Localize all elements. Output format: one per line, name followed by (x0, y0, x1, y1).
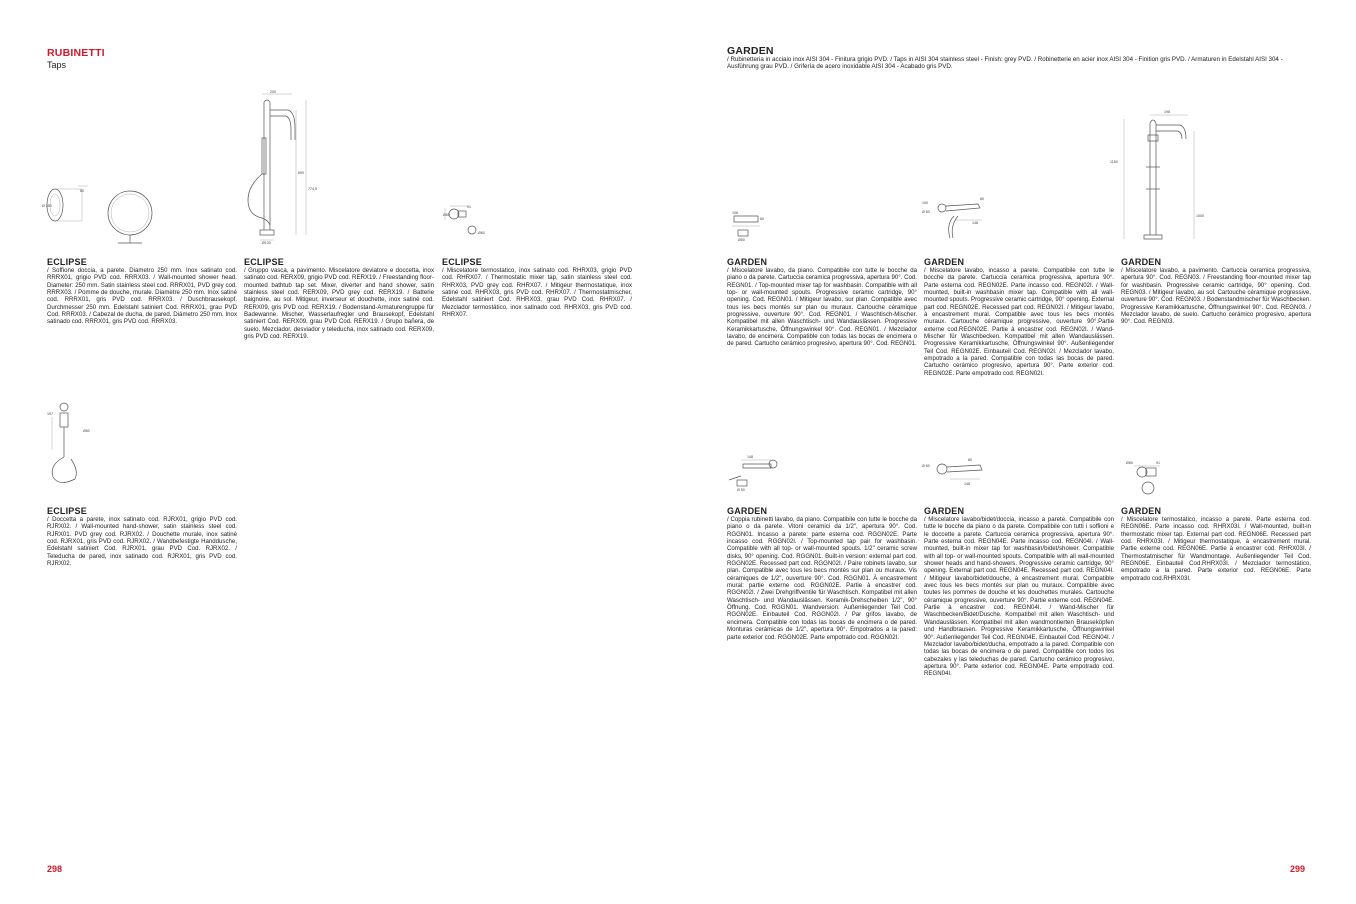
svg-text:100: 100 (922, 201, 928, 205)
product-description: / Miscelatore lavabo, a pavimento. Cartuccia ceramica progressiva, apertura 90°. Cod. REGN03. / Freestanding floor-mounted mixer tap for washbasin. Progressive ceramic cartridge, 90° opening. Cod. REGN03. / Mitigeur lavabo, au sol. Cartouche céramique progressive, ouverture 90°. Cod. REGN03. / Bodenstandmischer für Waschbecken. Progressive Keramikkartusche, Öffnungswinkel 90°. Cod. REGN03. / Mezclador lavabo, de suelo. Cartucho cerámico progresivo, apertura 90°. Cod. REGN03. (1121, 267, 1311, 326)
section-title: RUBINETTI (47, 47, 105, 59)
product-eclipse-thermostatic (442, 257, 632, 318)
product-description: / Coppia rubinetti lavabo, da piano. Compatibile con tutte le bocche da piano o da parete. Vitoni ceramici da 1/2", apertura 90°. Cod. RGGN01. Incasso a parete: parte esterna cod. RGGN02E. Parte incasso cod. RGGN02I. / Top-mounted tap pair for washbasin. Compatible with all top- or wall-mounted spouts. 1/2" ceramic screw disks, 90° opening. Cod. RGGN01. Built-in version: external part cod. RGGN02E. Recessed part cod. RGGN02I. / Paire robinets lavabo, sur plan. Compatible avec tous les becs montés sur plan ou muraux. Vis céramiques de 1/2", ouverture 90°. Cod. RGGN01. À encastrement mural: partie externe cod. RGGN02E. Partie à encastrer cod. RGGN02I. / Zwei Drehgriffventile für Waschtisch. Kompatibel mit allen Waschtisch- und Wandauslässen. Keramik-Drehscheiben 1/2", 90° Öffnung. Cod. RGGN01. Wandversion: Außenliegender Teil Cod. RGGN02E. Einbauteil Cod. RGGN02I. / Par grifos lavabo, de encimera. Compatible con todas las bocas de encimera o de pared. Monturas cerámicas de 1/2", apertura 90°. Empotrados a la pared: parte exterior cod. RGGN02E. Parte empotrado cod. RGGN02I. (727, 516, 917, 641)
svg-text:60: 60 (760, 217, 764, 221)
svg-text:106: 106 (732, 211, 738, 215)
svg-text:Ø60: Ø60 (478, 231, 485, 235)
page-number-left: 298 (47, 864, 63, 874)
svg-text:Ø 250: Ø 250 (42, 204, 52, 208)
product-name: GARDEN (924, 506, 965, 516)
collection-intro: / Rubinetteria in acciaio inox AISI 304 - Finitura grigio PVD. / Taps in AISI 304 stainless steel - Finish: grey PVD. / Robinetterie en acier inox AISI 304 - Finition gris PVD. / Armaturen in Edelstahl AISI 304 - Ausführung grau PVD. / Grifería de acero inoxidable AISI 304 - Acabado gris PVD. (727, 56, 1283, 71)
product-name: ECLIPSE (244, 257, 284, 267)
garden-thermostatic-drawing (1120, 450, 1180, 495)
svg-text:200: 200 (270, 90, 276, 94)
product-name: GARDEN (727, 506, 768, 516)
product-garden-thermostatic (1121, 506, 1311, 582)
hand-shower-drawing (45, 395, 115, 490)
svg-text:80: 80 (80, 189, 84, 193)
svg-text:80: 80 (980, 197, 984, 201)
thermostatic-mixer-drawing (440, 200, 500, 240)
product-name: ECLIPSE (47, 257, 87, 267)
svg-text:Ø130: Ø130 (262, 241, 271, 245)
svg-text:Ø65: Ø65 (1126, 461, 1133, 465)
svg-text:148: 148 (747, 455, 753, 459)
svg-text:91: 91 (467, 205, 471, 209)
product-eclipse-hand-shower (47, 506, 237, 567)
product-description: / Miscelatore lavabo, da piano. Compatibile con tutte le bocche da piano o da parete. Cartuccia ceramica progressiva, apertura 90°. Cod. REGN01. / Top-mounted mixer tap for washbasin. Compatible with all top- or wall-mounted spouts. Progressive ceramic cartridge, 90° opening. Cod. REGN01. / Mitigeur lavabo, sur plan. Compatible avec tous les becs montés sur plan ou muraux. Cartouche céramique progressive, ouverture 90°. Cod. REGN01. / Waschtisch-Mischer. Kompatibel mit allen Waschtisch- und Wandauslässen. Progressive Keramikkartusche, Öffnungswinkel 90°. Cod. REGN01. / Mezclador lavabo, de encimera. Compatible con todas las bocas de encimera o de pared. Cartucho cerámico progresivo, apertura 90°. Cod. REGN01. (727, 267, 917, 348)
svg-text:Ø50: Ø50 (738, 238, 745, 242)
product-name: ECLIPSE (442, 257, 482, 267)
svg-text:1150: 1150 (1110, 160, 1118, 164)
svg-text:690: 690 (298, 171, 304, 175)
svg-text:91: 91 (1156, 461, 1160, 465)
product-description: / Doccetta a parete, inox satinato cod. RJRX01, grigio PVD cod. RJRX02. / Wall-mounted hand-shower, satin stainless steel cod. RJRX01. PVD grey cod. RJRX02. / Douchette murale, inox satiné cod. RJRX01, gris PVD cod. RJRX02. / Wandbefestigte Handdusche, Edelstahl satiniert Cod. RJRX01, grau PVD Cod. RJRX02. / Teleducha de pared, inox satinado cod. RJRX01, gris PVD cod. RJRX02. (47, 516, 237, 568)
svg-text:Ø 50: Ø 50 (737, 488, 745, 492)
svg-text:1000: 1000 (1196, 214, 1204, 218)
product-description: / Miscelatore termostatico, incasso a parete. Parte esterna cod. REGN06E. Parte incasso cod. RHRX03I. / Wall-mounted, built-in thermostatic mixer tap. External part cod. REGN06E. Recessed part cod. RHRX03I. / Mitigeur thermostatique, à encastrement mural. Partie externe cod. REGN06E. Partie à encastrer cod. RHRX03I. / Thermostatmischer für Wandmontage. Außenliegender Teil Cod. REGN06E. Einbauteil Cod.RHRX03I. / Mezclador termostático, empotrado a la pared. Parte exterior cod. REGN06E. Parte empotrado cod.RHRX03I. (1121, 516, 1311, 582)
product-description: / Miscelatore lavabo, incasso a parete. Compatibile con tutte le bocche da parete. Cartuccia ceramica progressiva, apertura 90°. Parte esterna cod. REGN02E. Parte incasso cod. REGN02I. / Wall-mounted, built-in washbasin mixer tap. Compatible with all wall-mounted spouts. Progressive ceramic cartridge, 90° opening. External part cod. REGN02E. Recessed part cod. REGN02I. / Mitigeur lavabo, à encastrement mural. Compatible avec tous les becs montés muraux. Cartouche céramique progressive, ouverture 90°.Partie externe cod.REGN02E. Partie à encastrer cod. REGN02I. / Wand-Mischer für Waschbecken. Kompatibel mit allen Wandauslässen. Progressive Keramikkartusche, Öffnungswinkel 90°. Außenliegender Teil Cod. REGN02E. Einbauteil Cod. REGN02I. / Mezclador lavabo, empotrado a la pared. Compatible con todas las bocas de pared. Cartucho cerámico progresivo, apertura 90°. Parte exterior cod. REGN02E. Parte empotrado cod. REGN02I. (924, 267, 1114, 377)
product-description: / Miscelatore lavabo/bidet/doccia, incasso a parete. Compatibile con tutte le bocche da piano o da parete. Compatibile con tutti i soffioni e le doccette a parete. Cartuccia ceramica progressiva, apertura 90°. Parte esterna cod. REGN04E. Parte incasso cod. REGN04I. / Wall-mounted, built-in mixer tap for washbasin/bidet/shower. Compatible with all top- or wall-mounted spouts. Compatible with all wall-mounted shower heads and hand-showers. Progressive ceramic cartridge, 90° opening. External part cod. REGN04E. Recessed part cod. REGN04I. / Mitigeur lavabo/bidet/douche, à encastrement mural. Compatible avec tous les becs montés sur plan ou muraux. Compatible avec toutes les pommes de douche et les douchettes murales. Cartouche céramique progressive, ouverture 90°. Partie externe cod. REGN04E. Partie à encastrer cod. REGN04I. / Wand-Mischer für Waschbecken/Bidet/Dusche. Kompatibel mit allen Waschtisch- und Wandauslässen. Kompatibel mit allen wandmontierten Brauseköpfen und Handbrausen. Progressive Keramikkartusche, Öffnungswinkel 90°. Außenliegender Teil Cod. REGN04E. Einbauteil Cod. REGN04I. / Mezclador lavabo/bidet/ducha, empotrado a la pared. Compatible con todas las bocas de encimera o de pared. Compatible con todos los cabezales y las teleduchas de pared. Cartucho cerámico progresivo, apertura 90°. Parte exterior cod. REGN04E. Parte empotrado cod. REGN04I. (924, 516, 1114, 678)
shower-head-drawing (40, 185, 170, 255)
garden-tap-pair-drawing (725, 450, 785, 495)
garden-diverter-mixer-drawing (920, 455, 1000, 495)
product-name: GARDEN (1121, 257, 1162, 267)
page-number-right: 299 (1290, 864, 1306, 874)
product-name: GARDEN (1121, 506, 1162, 516)
product-description: / Soffione doccia, a parete. Diametro 250 mm. Inox satinato cod. RRRX01, grigio PVD cod. RRRX03. / Wall-mounted shower head. Diameter: 250 mm. Satin stainless steel cod. RRRX01, PVD grey cod. RRRX03. / Pomme de douche, murale. Diamètre 250 mm. Inox satiné cod. RRRX01, gris PVD cod. RRRX03. / Duschbrausekopf. Durchmesser 250 mm. Edelstahl satiniert Cod. RRRX01, grau PVD Cod. RRRX03. / Cabezal de ducha, de pared. Diámetro 250 mm. Inox satinado cod. RRRX01, gris PVD cod. RRRX03. (47, 267, 237, 326)
svg-text:80: 80 (968, 458, 972, 462)
svg-text:774,5: 774,5 (308, 187, 317, 191)
product-eclipse-bathtub-set (244, 257, 434, 340)
svg-text:Ø 60: Ø 60 (922, 464, 930, 468)
collection-title: GARDEN (727, 45, 774, 57)
svg-text:198: 198 (1164, 110, 1170, 114)
garden-floor-mixer-drawing (1110, 105, 1210, 245)
product-garden-tap-pair (727, 506, 917, 641)
svg-text:Ø60: Ø60 (83, 429, 90, 433)
bathtub-mixer-drawing (240, 90, 330, 245)
product-garden-top-mixer (727, 257, 917, 348)
product-name: ECLIPSE (47, 506, 87, 516)
product-description: / Gruppo vasca, a pavimento. Miscelatore deviatore e doccetta, inox satinato cod. RERX09, grigio PVD cod. RERX19. / Freestanding floor-mounted bathtub tap set. Mixer, diverter and hand shower, satin stainless steel cod. RERX09, PVD grey cod. RERX19. / Batterie baignoire, au sol. Mitigeur, inverseur et douchette, inox satiné cod. RERX09, gris PVD cod. RERX19. / Bodenstand-Armaturengruppe für Badewanne. Mischer, Wasserlaufregler und Brausekopf, Edelstahl satiniert Cod. RERX09, grau PVD Cod. RERX19. / Grupo bañera, de suelo. Mezclador, desviador y teleducha, inox satinado cod. RERX09, gris PVD cod. RERX19. (244, 267, 434, 341)
product-description: / Miscelatore termostatico, inox satinato cod. RHRX03, grigio PVD cod. RHRX07. / Thermostatic mixer tap, satin stainless steel cod. RHRX03, PVD grey cod. RHRX07. / Mitigeur thermostatique, inox satiné cod. RHRX03, gris PVD cod. RHRX07. / Thermostatmischer, Edelstahl satiniert Cod. RHRX03, grau PVD Cod. RHRX07. / Mezclador termostático, inox satinado cod. RHRX03, gris PVD cod. RHRX07. (442, 267, 632, 319)
product-name: GARDEN (924, 257, 965, 267)
product-garden-wall-mixer (924, 257, 1114, 377)
garden-top-mixer-drawing (728, 200, 778, 245)
svg-text:148: 148 (964, 482, 970, 486)
product-name: GARDEN (727, 257, 768, 267)
svg-text:148: 148 (972, 221, 978, 225)
svg-text:197: 197 (47, 412, 53, 416)
product-garden-diverter-mixer (924, 506, 1114, 678)
product-eclipse-shower-head (47, 257, 237, 326)
garden-wall-mixer-drawing (920, 192, 1000, 247)
svg-text:Ø65: Ø65 (443, 213, 450, 217)
svg-text:Ø 60: Ø 60 (922, 210, 930, 214)
product-garden-floor-mixer (1121, 257, 1311, 326)
section-subtitle: Taps (47, 60, 67, 70)
